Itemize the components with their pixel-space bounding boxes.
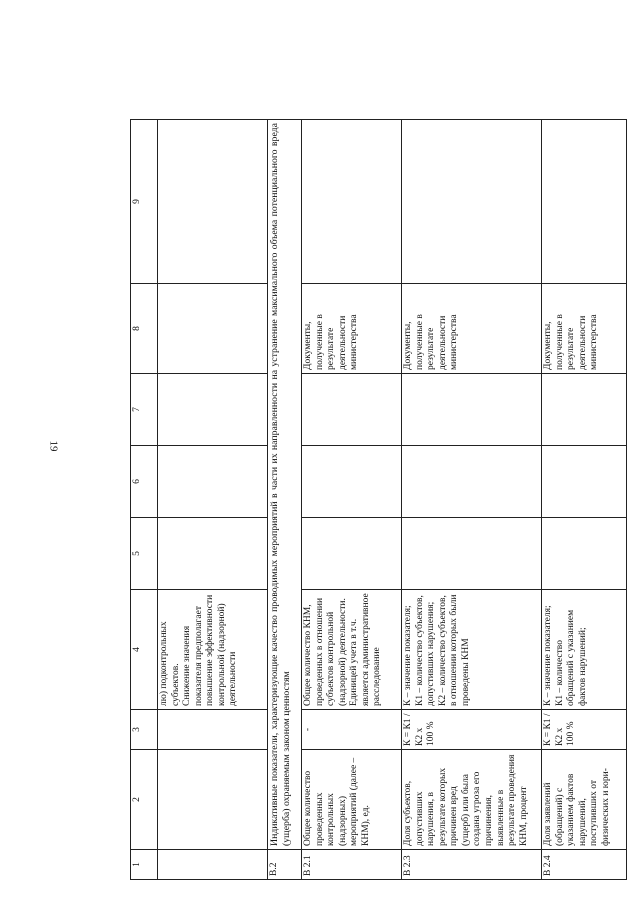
header-cell: 6 bbox=[131, 446, 158, 518]
header-cell: 7 bbox=[131, 374, 158, 446]
table-header-row bbox=[131, 120, 158, 880]
header-cell: 8 bbox=[131, 284, 158, 374]
header-cell: 9 bbox=[131, 120, 158, 284]
section-code: В.2 bbox=[268, 850, 302, 880]
row-formula: - bbox=[302, 710, 402, 750]
header-cell: 5 bbox=[131, 518, 158, 590]
row-source: Документы, полученные в результате деятельности министерства bbox=[302, 284, 402, 374]
header-cell: 2 bbox=[131, 750, 158, 850]
row-code: В 2.3 bbox=[402, 850, 542, 880]
header-cell: 4 bbox=[131, 590, 158, 710]
continuation-comment: лю) подконтрольных субъектов. Снижение значения показателя предполагает повышение эффективности контрольной (надзорной) деятельности bbox=[158, 590, 268, 710]
row-comment: К – значение показателя; К1 – количество обращений с указанием фактов нарушений; bbox=[542, 590, 627, 710]
row-name: Доля субъектов, допустивших нарушения, в результате которых причинен вред (ущерб) или была создана угроза его причинения, выявленные в результате проведения КНМ, процент bbox=[402, 750, 542, 850]
rotated-page bbox=[130, 120, 611, 880]
continuation-row bbox=[158, 120, 268, 880]
row-comment: К – значение показателя; К1 – количество субъектов, допустивших нарушения; К2 – количество субъектов, в отношении которых были проведены КНМ bbox=[402, 590, 542, 710]
table-row bbox=[402, 120, 542, 880]
row-name: Общее количество проведенных контрольных (надзорных) мероприятий (далее – КНМ), ед. bbox=[302, 750, 402, 850]
page-number: 19 bbox=[47, 440, 60, 452]
row-comment: Общее количество КНМ, проведенных в отношении субъектов контрольной (надзорной) деятельности. Единицей учета в т.ч. является административное расследование bbox=[302, 590, 402, 710]
table-row bbox=[302, 120, 402, 880]
row-source: Документы, полученные в результате деятельности министерства bbox=[542, 284, 627, 374]
table-row bbox=[542, 120, 627, 880]
section-row bbox=[268, 120, 302, 880]
section-title: Индикативные показатели, характеризующие качество проводимых мероприятий в части их направленности на устранение максимального объема потенциального вреда (ущерба) охраняемым законом ценностям bbox=[268, 120, 302, 850]
header-cell: 1 bbox=[131, 850, 158, 880]
row-formula: К = К1 / К2 x 100 % bbox=[542, 710, 627, 750]
header-cell: 3 bbox=[131, 710, 158, 750]
row-code: В 2.1 bbox=[302, 850, 402, 880]
row-formula: К = К1 / К2 x 100 % bbox=[402, 710, 542, 750]
row-source: Документы, полученные в результате деятельности министерства bbox=[402, 284, 542, 374]
row-code: В 2.4 bbox=[542, 850, 627, 880]
indicators-table bbox=[130, 119, 627, 880]
row-name: Доля заявлений (обращений) с указанием фактов нарушений, поступивших от физических и юри- bbox=[542, 750, 627, 850]
